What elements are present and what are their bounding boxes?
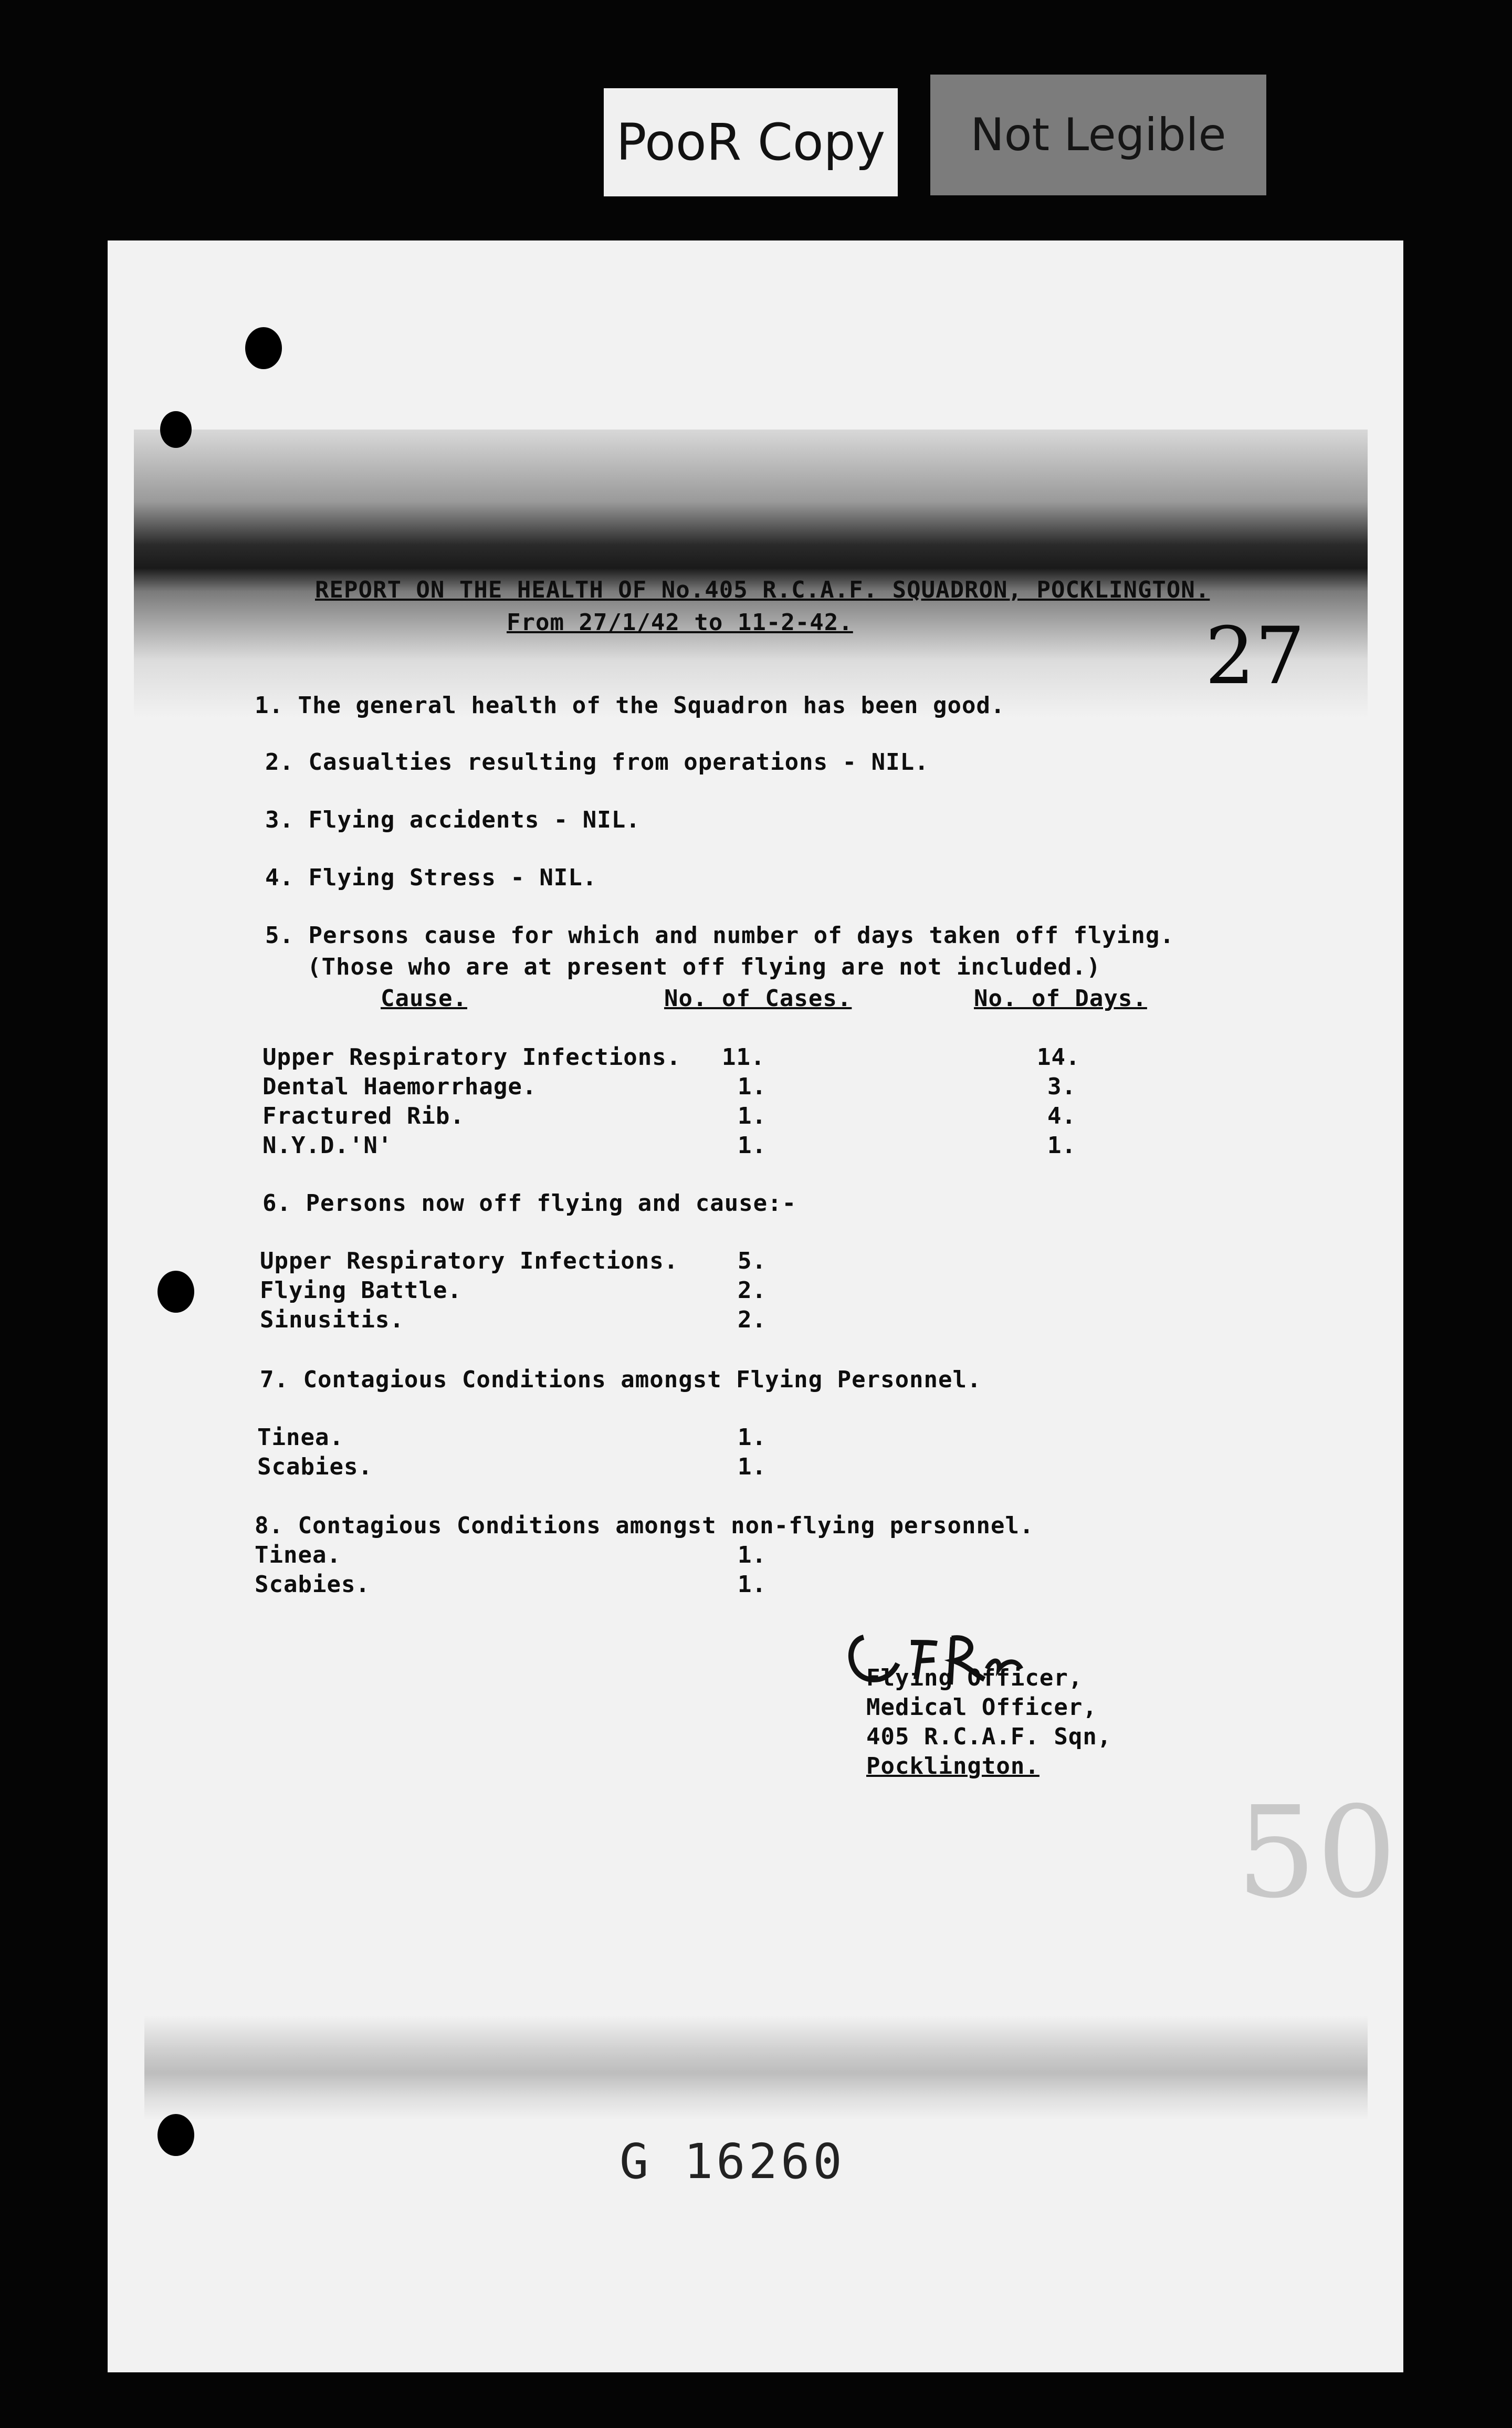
item-1: 1. The general health of the Squadron has been good.: [255, 692, 1005, 719]
row-cause: Fractured Rib.: [262, 1103, 465, 1129]
scan-smear-bottom: [144, 2015, 1368, 2120]
row-cases: 1.: [738, 1103, 766, 1129]
row-days: 1.: [1047, 1132, 1076, 1159]
punch-hole: [158, 1271, 194, 1313]
item-8: 8. Contagious Conditions amongst non-flying personnel.: [255, 1512, 1034, 1539]
row-count: 2.: [738, 1277, 766, 1304]
punch-hole: [158, 2114, 194, 2156]
row-count: 1.: [738, 1571, 766, 1598]
item-6: 6. Persons now off flying and cause:-: [262, 1190, 797, 1217]
document-page: [108, 240, 1403, 2372]
column-days: No. of Days.: [974, 985, 1147, 1012]
poor-copy-label: PooR Copy: [604, 88, 898, 196]
row-days: 4.: [1047, 1103, 1076, 1129]
row-cause: Scabies.: [255, 1571, 370, 1598]
row-count: 5.: [738, 1248, 766, 1274]
row-cause: Scabies.: [257, 1453, 373, 1480]
row-cases: 1.: [738, 1073, 766, 1100]
row-cause: Flying Battle.: [260, 1277, 462, 1304]
row-count: 1.: [738, 1424, 766, 1451]
signatory-role: Medical Officer,: [866, 1694, 1097, 1721]
row-count: 2.: [738, 1306, 766, 1333]
report-title: REPORT ON THE HEALTH OF No.405 R.C.A.F. SQUADRON, POCKLINGTON.: [315, 577, 1210, 603]
row-count: 1.: [738, 1542, 766, 1568]
reference-number: G 16260: [620, 2133, 845, 2190]
item-5-line-2: (Those who are at present off flying are not included.): [307, 954, 1101, 980]
item-4: 4. Flying Stress - NIL.: [265, 864, 597, 891]
signatory-rank: Flying Officer,: [866, 1665, 1083, 1691]
item-3: 3. Flying accidents - NIL.: [265, 807, 640, 833]
punch-hole: [245, 327, 282, 369]
scan-smear-top: [134, 430, 1368, 718]
margin-mark: 50: [1236, 1779, 1397, 1926]
not-legible-label: Not Legible: [930, 75, 1266, 195]
row-cause: Upper Respiratory Infections.: [262, 1044, 681, 1071]
row-cause: Tinea.: [257, 1424, 344, 1451]
signatory-place: Pocklington.: [866, 1753, 1040, 1780]
row-cases: 11.: [722, 1044, 765, 1071]
item-2: 2. Casualties resulting from operations - NIL.: [265, 749, 929, 776]
handwritten-page-number: 27: [1205, 611, 1305, 702]
row-days: 14.: [1037, 1044, 1080, 1071]
item-7: 7. Contagious Conditions amongst Flying Personnel.: [260, 1366, 982, 1393]
report-period: From 27/1/42 to 11-2-42.: [507, 609, 853, 636]
row-cause: Upper Respiratory Infections.: [260, 1248, 679, 1274]
row-count: 1.: [738, 1453, 766, 1480]
punch-hole: [160, 411, 192, 448]
row-days: 3.: [1047, 1073, 1076, 1100]
column-cases: No. of Cases.: [664, 985, 852, 1012]
column-cause: Cause.: [381, 985, 467, 1012]
signatory-unit: 405 R.C.A.F. Sqn,: [866, 1723, 1112, 1750]
row-cases: 1.: [738, 1132, 766, 1159]
row-cause: N.Y.D.'N': [262, 1132, 393, 1159]
row-cause: Tinea.: [255, 1542, 341, 1568]
row-cause: Dental Haemorrhage.: [262, 1073, 537, 1100]
item-5-line-1: 5. Persons cause for which and number of days taken off flying.: [265, 922, 1174, 949]
row-cause: Sinusitis.: [260, 1306, 404, 1333]
